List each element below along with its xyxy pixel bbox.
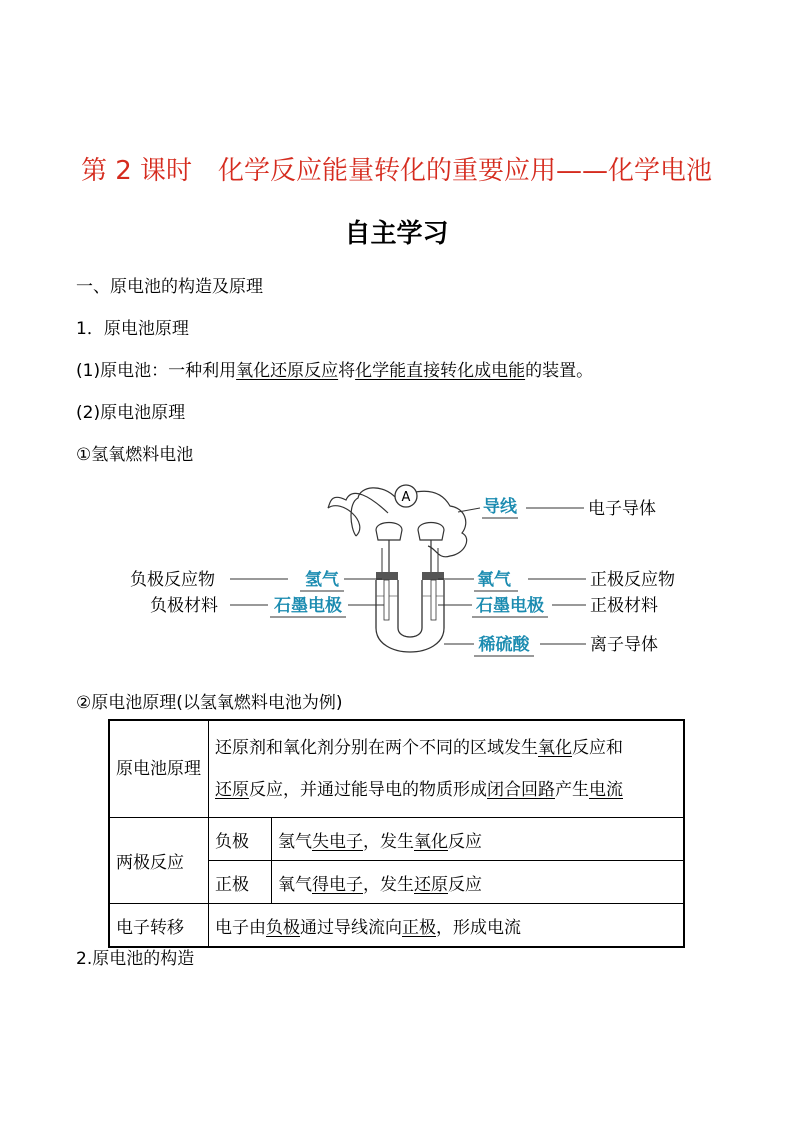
neg-reactant-label: 负极反应物 bbox=[130, 570, 215, 590]
definition-term-energy: 化学能直接转化成电能 bbox=[355, 361, 526, 381]
table-row bbox=[109, 720, 684, 818]
pos-material-value: 石墨电极 bbox=[476, 596, 544, 616]
item-5-heading: 2.原电池的构造 bbox=[76, 949, 195, 969]
neg-electrode-reaction: 氢气失电子，发生氧化反应 bbox=[272, 818, 685, 861]
pos-material-label: 正极材料 bbox=[590, 596, 658, 616]
neg-reactant-value: 氢气 bbox=[305, 570, 339, 590]
pos-reactant-value: 氧气 bbox=[477, 570, 511, 590]
table-row bbox=[109, 904, 684, 948]
pos-electrode-label: 正极 bbox=[209, 861, 272, 904]
hydrogen-bulb bbox=[376, 523, 402, 541]
definition-prefix: (1)原电池：一种利用 bbox=[76, 361, 237, 381]
wire-desc: 电子导体 bbox=[588, 499, 656, 519]
item-3-heading: ①氢氧燃料电池 bbox=[76, 445, 194, 465]
definition-line bbox=[76, 356, 593, 381]
wire-value: 导线 bbox=[483, 497, 517, 517]
item-4-heading: ②原电池原理(以氢氧燃料电池为例) bbox=[76, 693, 343, 713]
electrolyte-value: 稀硫酸 bbox=[478, 635, 530, 655]
table-row bbox=[109, 818, 684, 861]
section-one-heading: 一、原电池的构造及原理 bbox=[76, 277, 263, 297]
fuel-cell-diagram bbox=[120, 478, 700, 670]
definition-suffix: 的装置。 bbox=[525, 361, 594, 381]
definition-term-redox: 氧化还原反应 bbox=[236, 361, 339, 381]
right-electrode bbox=[431, 580, 436, 620]
pos-electrode-reaction: 氧气得电子，发生还原反应 bbox=[272, 861, 685, 904]
table-head-electrodes: 两极反应 bbox=[109, 818, 209, 904]
left-electrode bbox=[384, 580, 389, 620]
principle-table bbox=[108, 719, 685, 948]
neg-electrode-label: 负极 bbox=[209, 818, 272, 861]
table-head-electron-transfer: 电子转移 bbox=[109, 904, 209, 948]
oxygen-bulb bbox=[418, 523, 444, 541]
pos-reactant-label: 正极反应物 bbox=[590, 570, 675, 590]
page-title: 第 2 课时 化学反应能量转化的重要应用——化学电池 bbox=[80, 156, 713, 186]
ammeter-label: A bbox=[401, 490, 411, 505]
table-head-principle: 原电池原理 bbox=[109, 720, 209, 818]
item-1-heading: 1．原电池原理 bbox=[76, 319, 189, 339]
electrolyte-desc: 离子导体 bbox=[590, 635, 658, 655]
electron-transfer-cell: 电子由负极通过导线流向正极，形成电流 bbox=[209, 904, 685, 948]
neg-material-value: 石墨电极 bbox=[274, 596, 342, 616]
section-heading: 自主学习 bbox=[344, 219, 449, 249]
principle-cell: 还原剂和氧化剂分别在两个不同的区域发生氧化反应和 还原反应，并通过能导电的物质形成闭合回路产生电流 bbox=[209, 720, 685, 818]
definition-mid: 将 bbox=[338, 361, 356, 381]
neg-material-label: 负极材料 bbox=[150, 596, 218, 616]
item-2-heading: (2)原电池原理 bbox=[76, 403, 186, 423]
